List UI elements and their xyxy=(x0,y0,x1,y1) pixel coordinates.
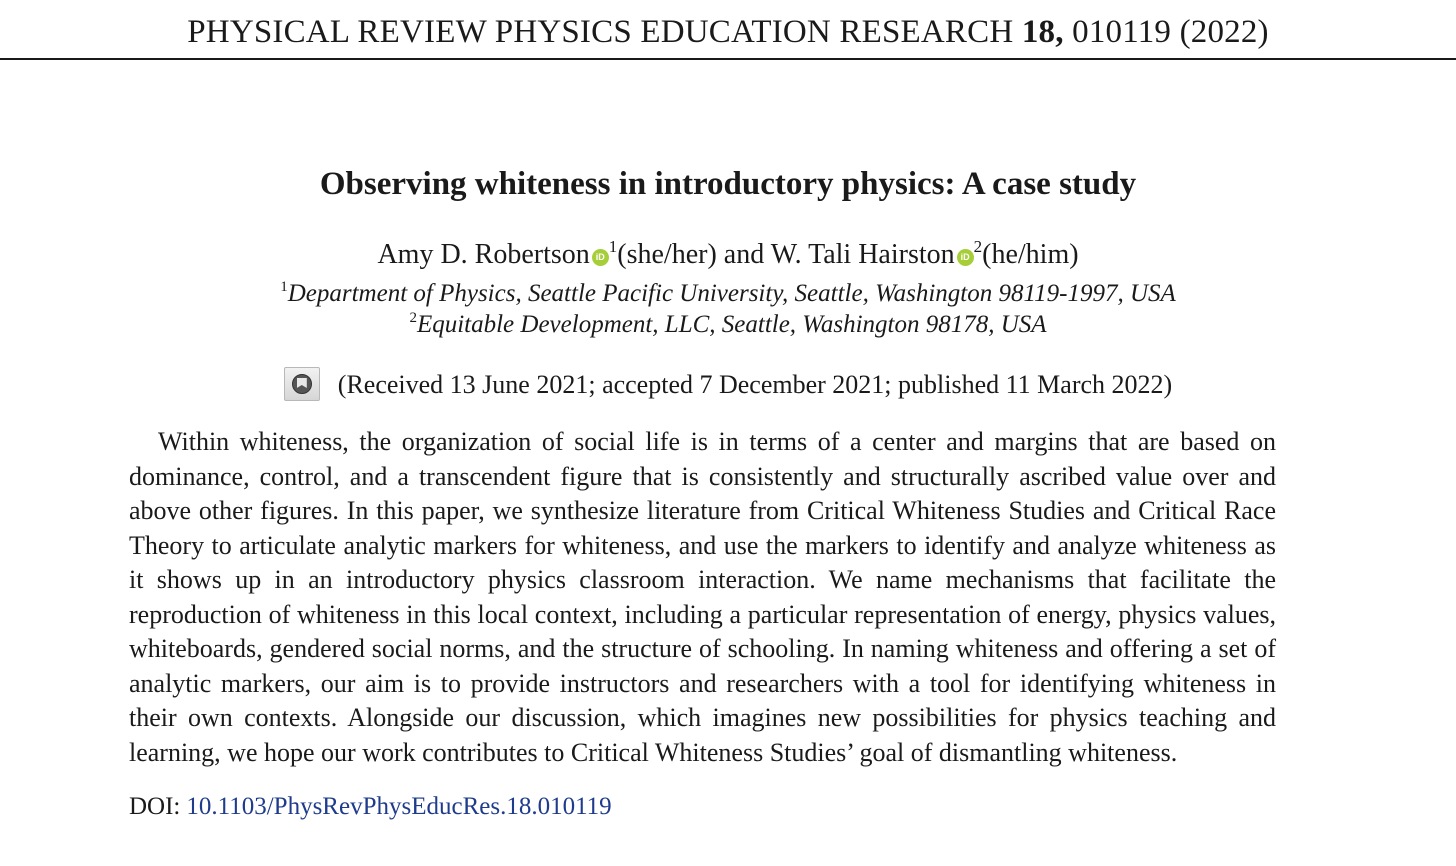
doi-label: DOI: xyxy=(129,793,181,820)
affiliation-text: Department of Physics, Seattle Pacific University, Seattle, Washington 98119-1997, USA xyxy=(287,280,1176,307)
publication-dates: (Received 13 June 2021; accepted 7 December 2021; published 11 March 2022) xyxy=(337,370,1173,399)
orcid-icon[interactable]: iD xyxy=(957,249,974,266)
paper-title: Observing whiteness in introductory physics: A case study xyxy=(319,166,1137,202)
affiliation-mark: 2 xyxy=(973,237,983,256)
affiliation-1 xyxy=(0,280,1456,308)
affiliation-mark: 1 xyxy=(280,279,288,295)
doi-line xyxy=(129,793,612,821)
doi-link[interactable]: 10.1103/PhysRevPhysEducRes.18.010119 xyxy=(186,793,612,820)
author-name[interactable]: Amy D. Robertson xyxy=(377,239,590,270)
journal-volume: 18, xyxy=(1021,14,1064,50)
publication-dates-row xyxy=(0,367,1456,401)
affiliation-text: Equitable Development, LLC, Seattle, Washington 98178, USA xyxy=(416,311,1047,338)
author-pronouns: (he/him) xyxy=(982,239,1079,270)
affiliation-mark: 2 xyxy=(409,310,417,326)
abstract: Within whiteness, the organization of social life is in terms of a center and margins that are based on dominance, control, and a transcendent figure that is consistently and structurally ascribed value over and above other figures. In this paper, we synthesize literature from Critical Whiteness Studies and Critical Race Theory to articulate analytic markers for whiteness, and use the markers to identify and analyze whiteness as it shows up in an introductory physics classroom interaction. We name mechanisms that facilitate the reproduction of whiteness in this local context, including a particular representation of energy, physics values, whiteboards, gendered social norms, and the structure of schooling. In naming whiteness and offering a set of analytic markers, our aim is to provide instructors and researchers with a tool for identifying whiteness in their own contexts. Alongside our discussion, which imagines new possibilities for physics teaching and learning, we hope our work contributes to Critical Whiteness Studies’ goal of dismantling whiteness. xyxy=(129,427,1276,767)
author-pronouns: (she/her) xyxy=(617,239,717,270)
orcid-icon[interactable]: iD xyxy=(592,249,609,266)
affiliation-mark: 1 xyxy=(608,237,618,256)
crossmark-icon[interactable] xyxy=(284,367,320,401)
affiliation-2 xyxy=(0,311,1456,339)
author-line xyxy=(0,239,1456,271)
article-number-year: 010119 (2022) xyxy=(1072,14,1269,50)
header-rule xyxy=(0,58,1456,60)
journal-name: PHYSICAL REVIEW PHYSICS EDUCATION RESEARCH xyxy=(187,14,1014,50)
running-header xyxy=(0,14,1456,51)
author-name[interactable]: W. Tali Hairston xyxy=(770,239,955,270)
author-conjunction: and xyxy=(723,239,765,270)
